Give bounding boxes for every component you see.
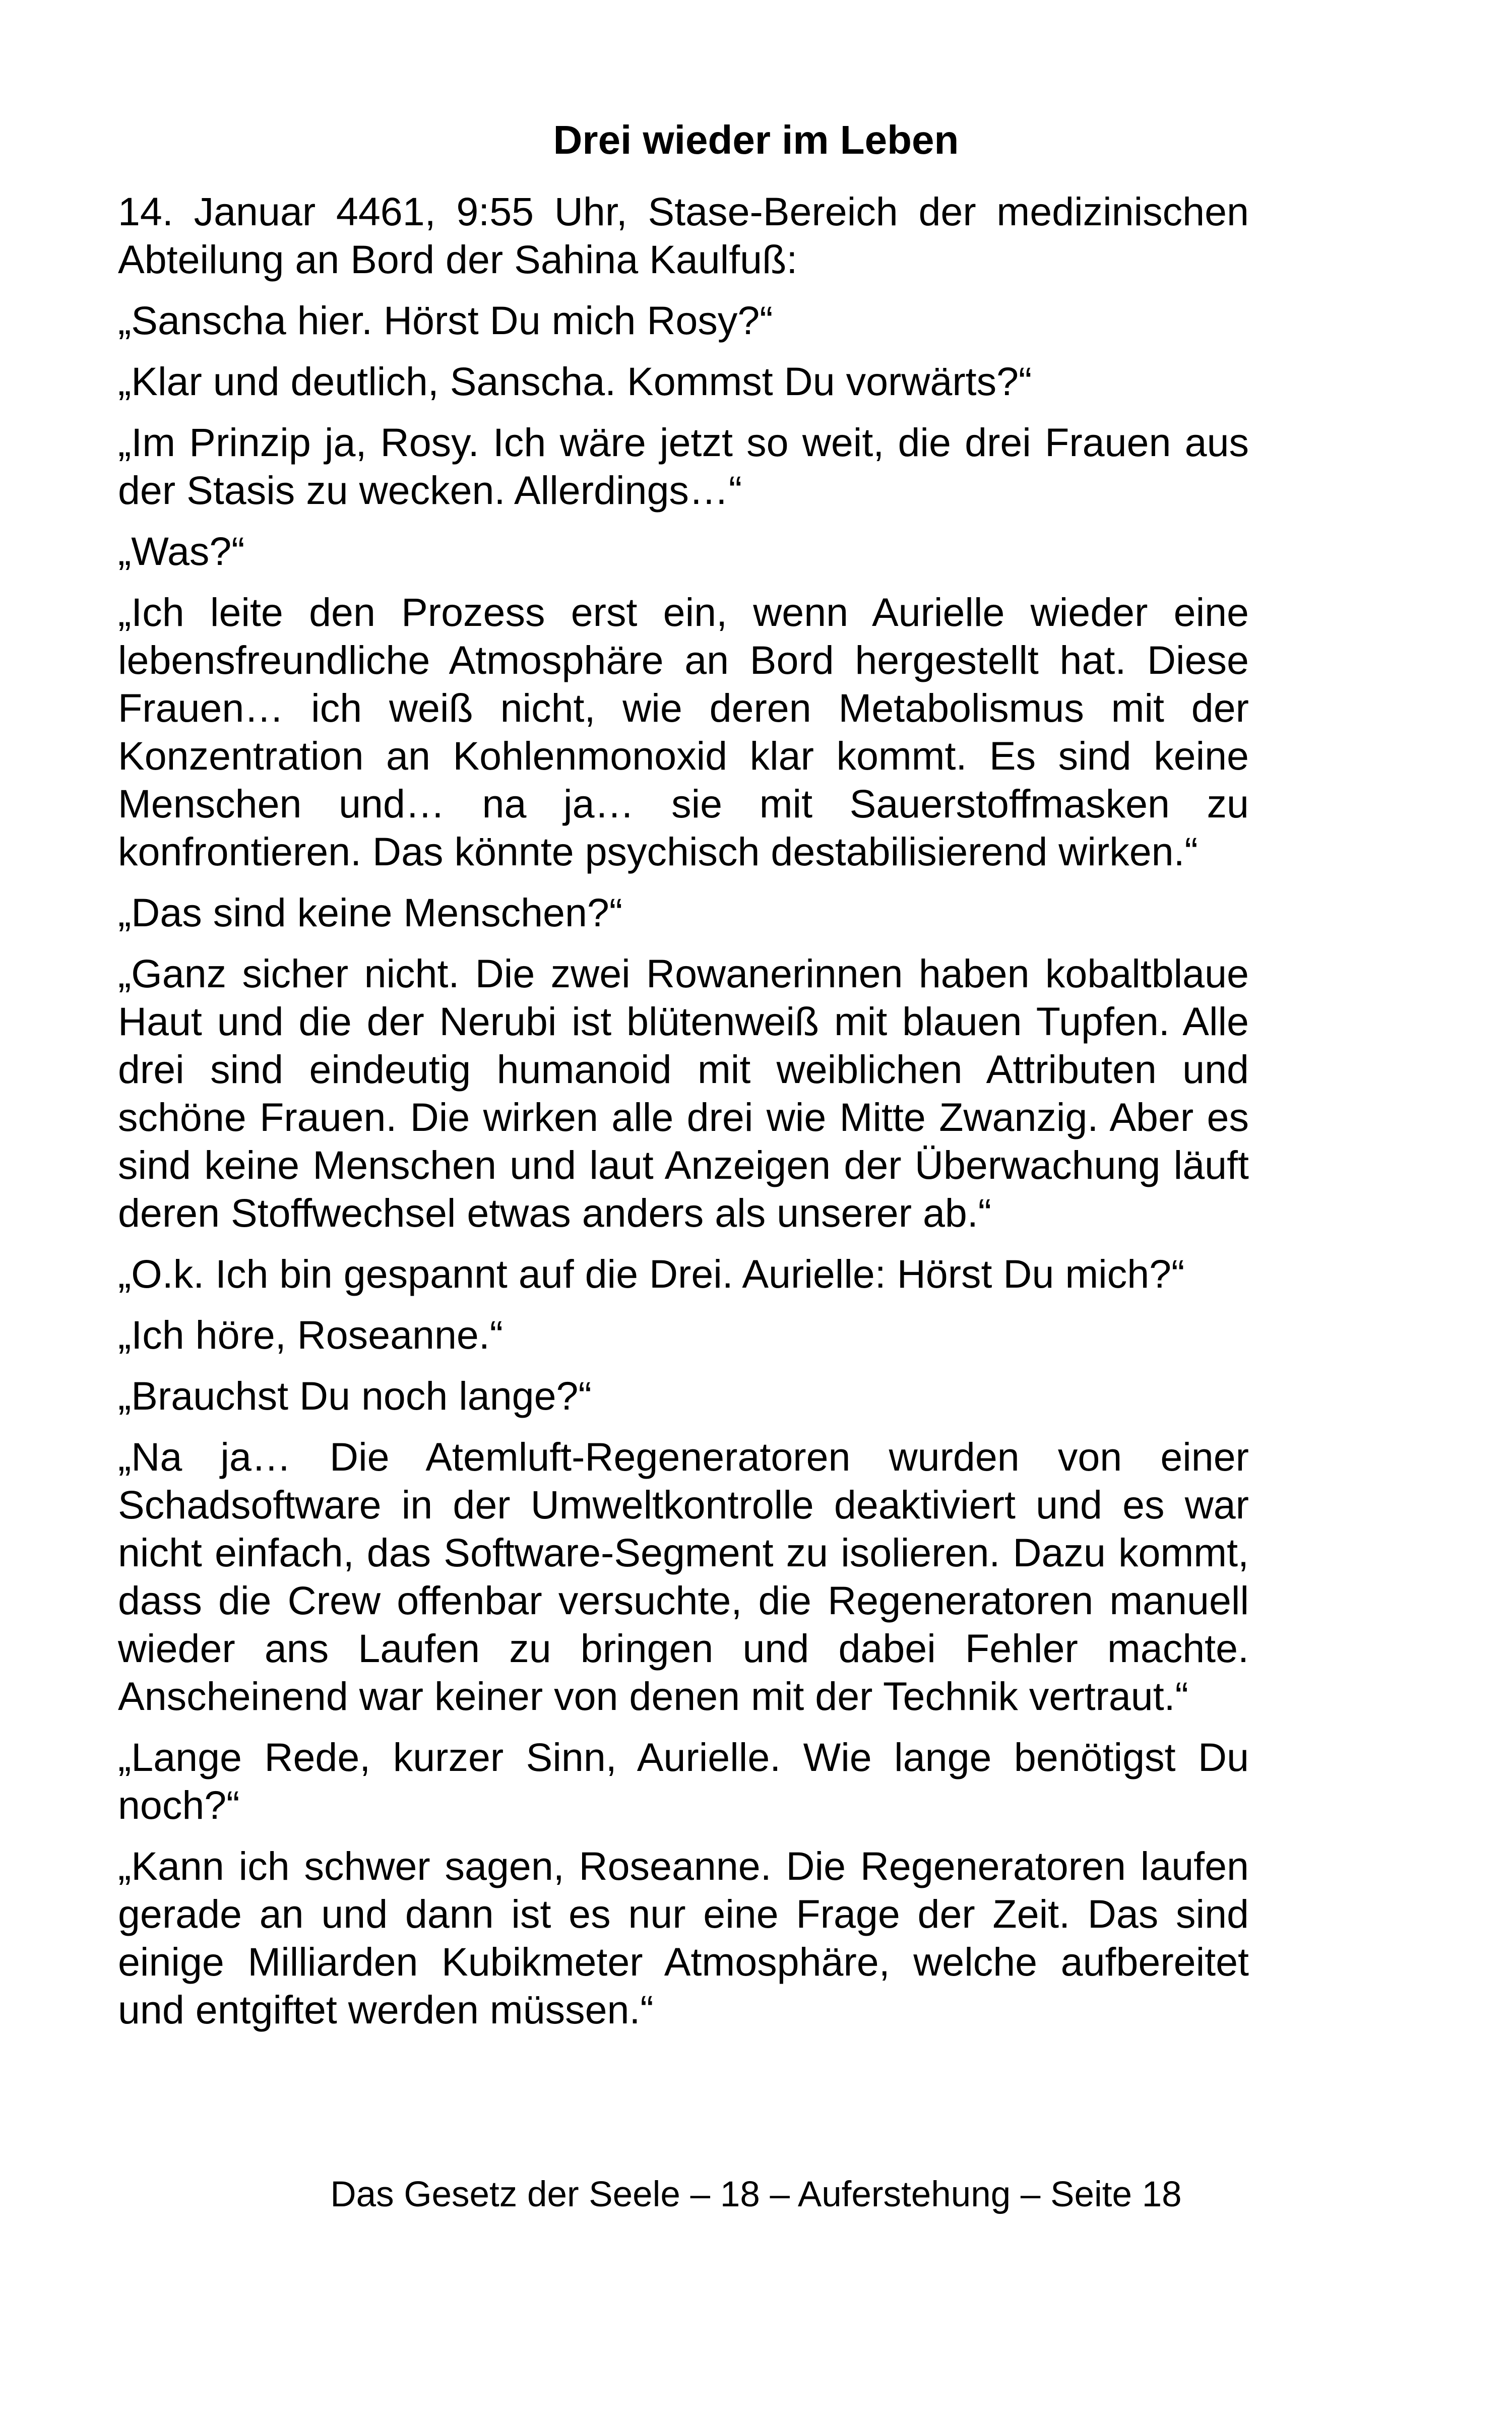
paragraph: „Ich höre, Roseanne.“ <box>118 1312 503 1357</box>
paragraph: „Ich leite den Prozess erst ein, wenn Aurielle wieder eine lebensfreundliche Atmosphäre an Bord hergestellt hat. Diese Frauen… ich weiß nicht, wie deren Metabolismus mit der Konzentration an Kohlenmonoxid klar kommt. Es sind keine Menschen und… na ja… sie mit Sauerstoffmasken zu konfrontieren. Das könnte psychisch destabilisierend wirken.“ <box>118 590 1249 874</box>
paragraph: „Was?“ <box>118 529 245 574</box>
chapter-title: Drei wieder im Leben <box>553 117 959 162</box>
paragraph: „Sanscha hier. Hörst Du mich Rosy?“ <box>118 298 773 343</box>
paragraph: „Klar und deutlich, Sanscha. Kommst Du vorwärts?“ <box>118 359 1032 404</box>
page-footer: Das Gesetz der Seele – 18 – Auferstehung – Seite 18 <box>330 2175 1182 2214</box>
body-text <box>118 187 1249 2047</box>
paragraph: „Kann ich schwer sagen, Roseanne. Die Regeneratoren laufen gerade an und dann ist es nur eine Frage der Zeit. Das sind einige Milliarden Kubikmeter Atmosphäre, welche aufbereitet und entgiftet werden müssen.“ <box>118 1843 1249 2032</box>
paragraph: „O.k. Ich bin gespannt auf die Drei. Aurielle: Hörst Du mich?“ <box>118 1251 1185 1296</box>
paragraph: „Das sind keine Menschen?“ <box>118 890 623 935</box>
paragraph: „Lange Rede, kurzer Sinn, Aurielle. Wie lange benötigst Du noch?“ <box>118 1735 1249 1827</box>
paragraph: „Brauchst Du noch lange?“ <box>118 1373 592 1418</box>
paragraph: 14. Januar 4461, 9:55 Uhr, Stase-Bereich der medizinischen Abteilung an Bord der Sahina Kaulfuß: <box>118 189 1249 282</box>
paragraph: „Im Prinzip ja, Rosy. Ich wäre jetzt so weit, die drei Frauen aus der Stasis zu wecken. Allerdings…“ <box>118 420 1249 513</box>
paragraph: „Ganz sicher nicht. Die zwei Rowanerinnen haben kobaltblaue Haut und die der Nerubi ist blütenweiß mit blauen Tupfen. Alle drei sind eindeutig humanoid mit weiblichen Attributen und schöne Frauen. Die wirken alle drei wie Mitte Zwanzig. Aber es sind keine Menschen und laut Anzeigen der Überwachung läuft deren Stoffwechsel etwas anders als unserer ab.“ <box>118 951 1249 1235</box>
paragraph: „Na ja… Die Atemluft-Regeneratoren wurden von einer Schadsoftware in der Umweltkontrolle deaktiviert und es war nicht einfach, das Software-Segment zu isolieren. Dazu kommt, dass die Crew offenbar versuchte, die Regeneratoren manuell wieder ans Laufen zu bringen und dabei Fehler machte. Anscheinend war keiner von denen mit der Technik vertraut.“ <box>118 1434 1249 1719</box>
